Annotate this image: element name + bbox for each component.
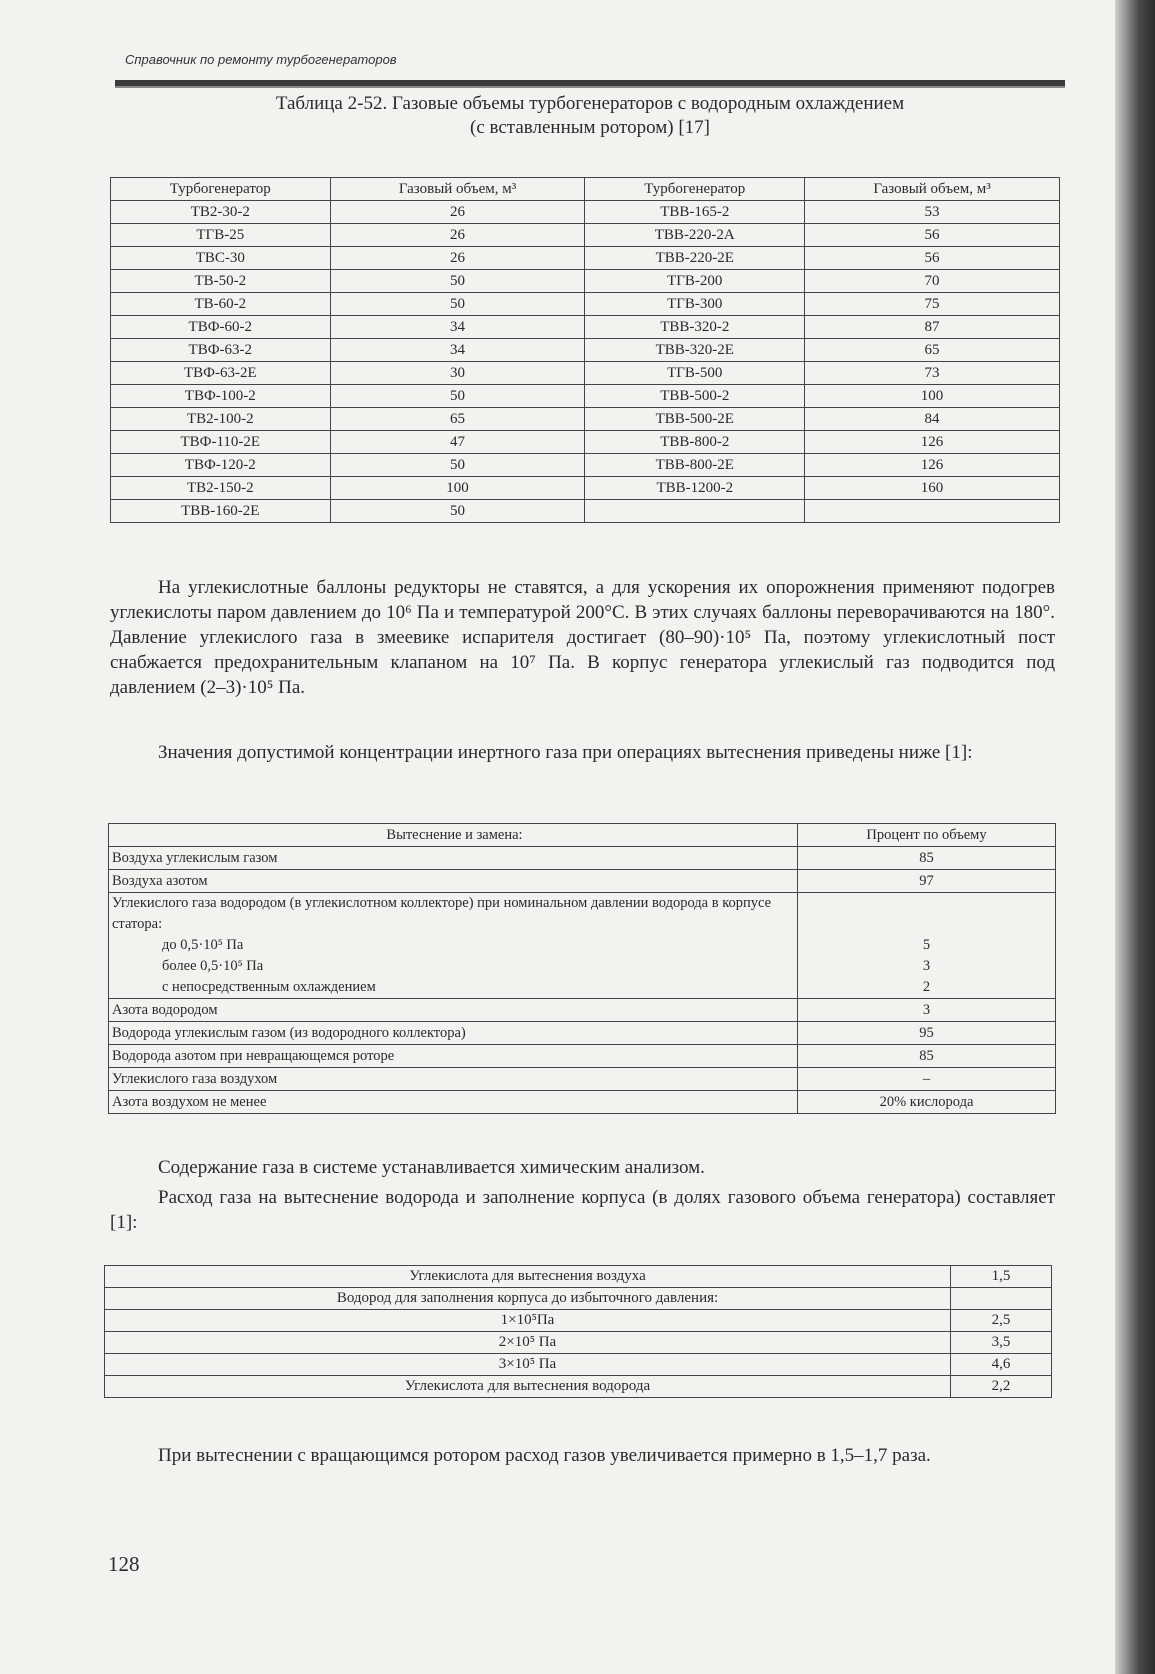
table-cell bbox=[951, 1288, 1052, 1310]
table-cell: 1×10⁵Па bbox=[105, 1310, 951, 1332]
table-cell: ТВФ-120-2 bbox=[111, 454, 331, 477]
table-title bbox=[115, 92, 1065, 140]
table-cell: ТВВ-160-2Е bbox=[111, 500, 331, 523]
paragraph-text: При вытеснении с вращающимся ротором расход газов увеличивается примерно в 1,5–1,7 раза. bbox=[158, 1445, 931, 1466]
table-cell bbox=[109, 893, 798, 999]
group-label: Углекислого газа водородом (в углекислотном коллекторе) при номинальном давлении водорода в корпусе статора: bbox=[112, 895, 772, 932]
table-cell: Азота водородом bbox=[109, 999, 798, 1022]
table-cell bbox=[585, 500, 805, 523]
table-cell: ТВ2-100-2 bbox=[111, 408, 331, 431]
table-cell: 100 bbox=[330, 477, 585, 500]
table-cell: ТВ2-30-2 bbox=[111, 201, 331, 224]
table-row bbox=[111, 316, 1060, 339]
table-row bbox=[105, 1332, 1052, 1354]
gas-consumption-table-body bbox=[105, 1266, 1052, 1398]
column-header: Турбогенератор bbox=[585, 178, 805, 201]
table-cell: ТВФ-63-2Е bbox=[111, 362, 331, 385]
table-cell: 26 bbox=[330, 224, 585, 247]
table-cell: ТВВ-320-2 bbox=[585, 316, 805, 339]
table-cell: 26 bbox=[330, 247, 585, 270]
paragraph-co2-cylinders bbox=[110, 575, 1055, 700]
group-sub-label: с непосредственным охлаждением bbox=[162, 979, 376, 995]
table-cell: ТГВ-200 bbox=[585, 270, 805, 293]
table-cell: 3×10⁵ Па bbox=[105, 1354, 951, 1376]
column-header: Газовый объем, м³ bbox=[805, 178, 1060, 201]
table-cell: 50 bbox=[330, 385, 585, 408]
table-cell: Углекислота для вытеснения воздуха bbox=[105, 1266, 951, 1288]
table-header-row bbox=[111, 178, 1060, 201]
table-row-group bbox=[109, 893, 1056, 999]
table-row bbox=[109, 847, 1056, 870]
table-cell: ТВ2-150-2 bbox=[111, 477, 331, 500]
table-title-line1: Таблица 2-52. Газовые объемы турбогенераторов с водородным охлаждением bbox=[275, 93, 905, 114]
table-row bbox=[105, 1310, 1052, 1332]
table-cell: 75 bbox=[805, 293, 1060, 316]
paragraph-concentration-intro bbox=[110, 740, 1055, 765]
table-row bbox=[111, 339, 1060, 362]
table-cell: 26 bbox=[330, 201, 585, 224]
table-cell: 56 bbox=[805, 224, 1060, 247]
table-cell: ТВВ-220-2А bbox=[585, 224, 805, 247]
table-cell: 50 bbox=[330, 293, 585, 316]
paragraph-text: Значения допустимой концентрации инертного газа при операциях вытеснения приведены ниже [1]: bbox=[158, 742, 973, 763]
group-sub-value: 3 bbox=[922, 958, 931, 974]
table-cell: ТВФ-63-2 bbox=[111, 339, 331, 362]
table-cell: 30 bbox=[330, 362, 585, 385]
table-row bbox=[109, 1068, 1056, 1091]
paragraph-text: Содержание газа в системе устанавливается химическим анализом. bbox=[158, 1157, 705, 1178]
table-row bbox=[111, 500, 1060, 523]
table-cell: 97 bbox=[798, 870, 1056, 893]
table-cell: 70 bbox=[805, 270, 1060, 293]
table-cell: ТВ-60-2 bbox=[111, 293, 331, 316]
table-cell: 56 bbox=[805, 247, 1060, 270]
table-cell: 84 bbox=[805, 408, 1060, 431]
table-row bbox=[111, 431, 1060, 454]
table-cell: ТВФ-100-2 bbox=[111, 385, 331, 408]
table-cell: 34 bbox=[330, 316, 585, 339]
paragraph-text: На углекислотные баллоны редукторы не ставятся, а для ускорения их опорожнения применяют подогрев углекислоты паром давлением до 10⁶ Па и температурой 200°С. В этих случаях баллоны переворачиваются на 180°. Давление углекислого газа в змеевике испарителя достигает (80–90)·10⁵ Па, поэтому углекислотный пост снабжается предохранительным клапаном на 10⁷ Па. В корпус генератора углекислый газ подводится под давлением (2–3)·10⁵ Па. bbox=[110, 577, 1055, 698]
table-cell: 34 bbox=[330, 339, 585, 362]
table-cell: 126 bbox=[805, 431, 1060, 454]
column-header: Газовый объем, м³ bbox=[330, 178, 585, 201]
table-row bbox=[109, 1045, 1056, 1068]
table-cell: 3 bbox=[798, 999, 1056, 1022]
table-cell: ТВ-50-2 bbox=[111, 270, 331, 293]
table-row bbox=[109, 1091, 1056, 1114]
table-cell: ТВВ-800-2 bbox=[585, 431, 805, 454]
running-head: Справочник по ремонту турбогенераторов bbox=[125, 52, 397, 67]
table-cell: Процент по объему bbox=[798, 824, 1056, 847]
table-cell: ТВВ-500-2 bbox=[585, 385, 805, 408]
table-cell bbox=[798, 893, 1056, 999]
table-cell: ТВФ-110-2Е bbox=[111, 431, 331, 454]
table-cell: ТГВ-25 bbox=[111, 224, 331, 247]
table-cell: 95 bbox=[798, 1022, 1056, 1045]
table-header-row bbox=[109, 824, 1056, 847]
table-row bbox=[111, 201, 1060, 224]
table-row bbox=[109, 870, 1056, 893]
table-title-line2: (с вставленным ротором) [17] bbox=[470, 117, 710, 138]
table-cell: ТВС-30 bbox=[111, 247, 331, 270]
table-cell: 50 bbox=[330, 270, 585, 293]
table-row bbox=[105, 1354, 1052, 1376]
table-cell: Углекислота для вытеснения водорода bbox=[105, 1376, 951, 1398]
table-cell: Углекислого газа воздухом bbox=[109, 1068, 798, 1091]
table-cell: 73 bbox=[805, 362, 1060, 385]
table-cell: ТГВ-500 bbox=[585, 362, 805, 385]
table-row bbox=[105, 1376, 1052, 1398]
table-cell: 50 bbox=[330, 454, 585, 477]
table-cell: 2,5 bbox=[951, 1310, 1052, 1332]
header-rule bbox=[115, 80, 1065, 88]
table-cell: Водород для заполнения корпуса до избыточного давления: bbox=[105, 1288, 951, 1310]
table-cell: Вытеснение и замена: bbox=[109, 824, 798, 847]
group-sub-value: 2 bbox=[922, 979, 931, 995]
table-cell: 65 bbox=[805, 339, 1060, 362]
table-cell: 85 bbox=[798, 1045, 1056, 1068]
table-cell: – bbox=[798, 1068, 1056, 1091]
paragraph-gas-consumption-intro bbox=[110, 1185, 1055, 1235]
table-row bbox=[111, 224, 1060, 247]
table-cell: Азота воздухом не менее bbox=[109, 1091, 798, 1114]
table-row bbox=[111, 477, 1060, 500]
table-cell: 85 bbox=[798, 847, 1056, 870]
table-cell: ТВВ-165-2 bbox=[585, 201, 805, 224]
table-cell: 3,5 bbox=[951, 1332, 1052, 1354]
table-cell: 4,6 bbox=[951, 1354, 1052, 1376]
table-cell: ТВВ-800-2Е bbox=[585, 454, 805, 477]
table-cell: ТВВ-1200-2 bbox=[585, 477, 805, 500]
gas-volume-table-body bbox=[111, 201, 1060, 523]
paragraph-rotating-rotor bbox=[110, 1443, 1055, 1468]
table-cell: 20% кислорода bbox=[798, 1091, 1056, 1114]
table-cell bbox=[805, 500, 1060, 523]
table-row bbox=[111, 385, 1060, 408]
displacement-table-body bbox=[109, 824, 1056, 1114]
table-row bbox=[105, 1266, 1052, 1288]
table-row bbox=[111, 270, 1060, 293]
table-cell: ТВВ-320-2Е bbox=[585, 339, 805, 362]
displacement-table bbox=[108, 823, 1056, 1114]
paragraph-gas-analysis bbox=[110, 1155, 1055, 1180]
table-row bbox=[105, 1288, 1052, 1310]
gas-volume-table bbox=[110, 177, 1060, 523]
table-cell: 2,2 bbox=[951, 1376, 1052, 1398]
column-header: Турбогенератор bbox=[111, 178, 331, 201]
table-cell: ТВВ-500-2Е bbox=[585, 408, 805, 431]
table-cell: Воздуха азотом bbox=[109, 870, 798, 893]
page-edge-shadow bbox=[1115, 0, 1155, 1674]
table-cell: Водорода азотом при невращающемся роторе bbox=[109, 1045, 798, 1068]
table-cell: 100 bbox=[805, 385, 1060, 408]
table-cell: ТВВ-220-2Е bbox=[585, 247, 805, 270]
group-sub-value: 5 bbox=[922, 937, 931, 953]
table-row bbox=[111, 454, 1060, 477]
paragraph-text: Расход газа на вытеснение водорода и заполнение корпуса (в долях газового объема генератора) составляет [1]: bbox=[110, 1187, 1055, 1233]
table-row bbox=[111, 408, 1060, 431]
table-row bbox=[111, 362, 1060, 385]
table-row bbox=[111, 293, 1060, 316]
table-row bbox=[109, 999, 1056, 1022]
table-cell: Водорода углекислым газом (из водородного коллектора) bbox=[109, 1022, 798, 1045]
table-cell: 53 bbox=[805, 201, 1060, 224]
table-cell: 1,5 bbox=[951, 1266, 1052, 1288]
table-cell: 126 bbox=[805, 454, 1060, 477]
table-cell: 65 bbox=[330, 408, 585, 431]
table-cell: ТГВ-300 bbox=[585, 293, 805, 316]
table-cell: 2×10⁵ Па bbox=[105, 1332, 951, 1354]
table-cell: Воздуха углекислым газом bbox=[109, 847, 798, 870]
table-row bbox=[111, 247, 1060, 270]
table-row bbox=[109, 1022, 1056, 1045]
page-number: 128 bbox=[108, 1552, 140, 1576]
group-sub-label: до 0,5·10⁵ Па bbox=[162, 937, 244, 953]
table-cell: 50 bbox=[330, 500, 585, 523]
gas-consumption-table bbox=[104, 1265, 1052, 1398]
table-cell: 87 bbox=[805, 316, 1060, 339]
table-cell: 47 bbox=[330, 431, 585, 454]
table-cell: 160 bbox=[805, 477, 1060, 500]
group-sub-label: более 0,5·10⁵ Па bbox=[162, 958, 264, 974]
table-cell: ТВФ-60-2 bbox=[111, 316, 331, 339]
